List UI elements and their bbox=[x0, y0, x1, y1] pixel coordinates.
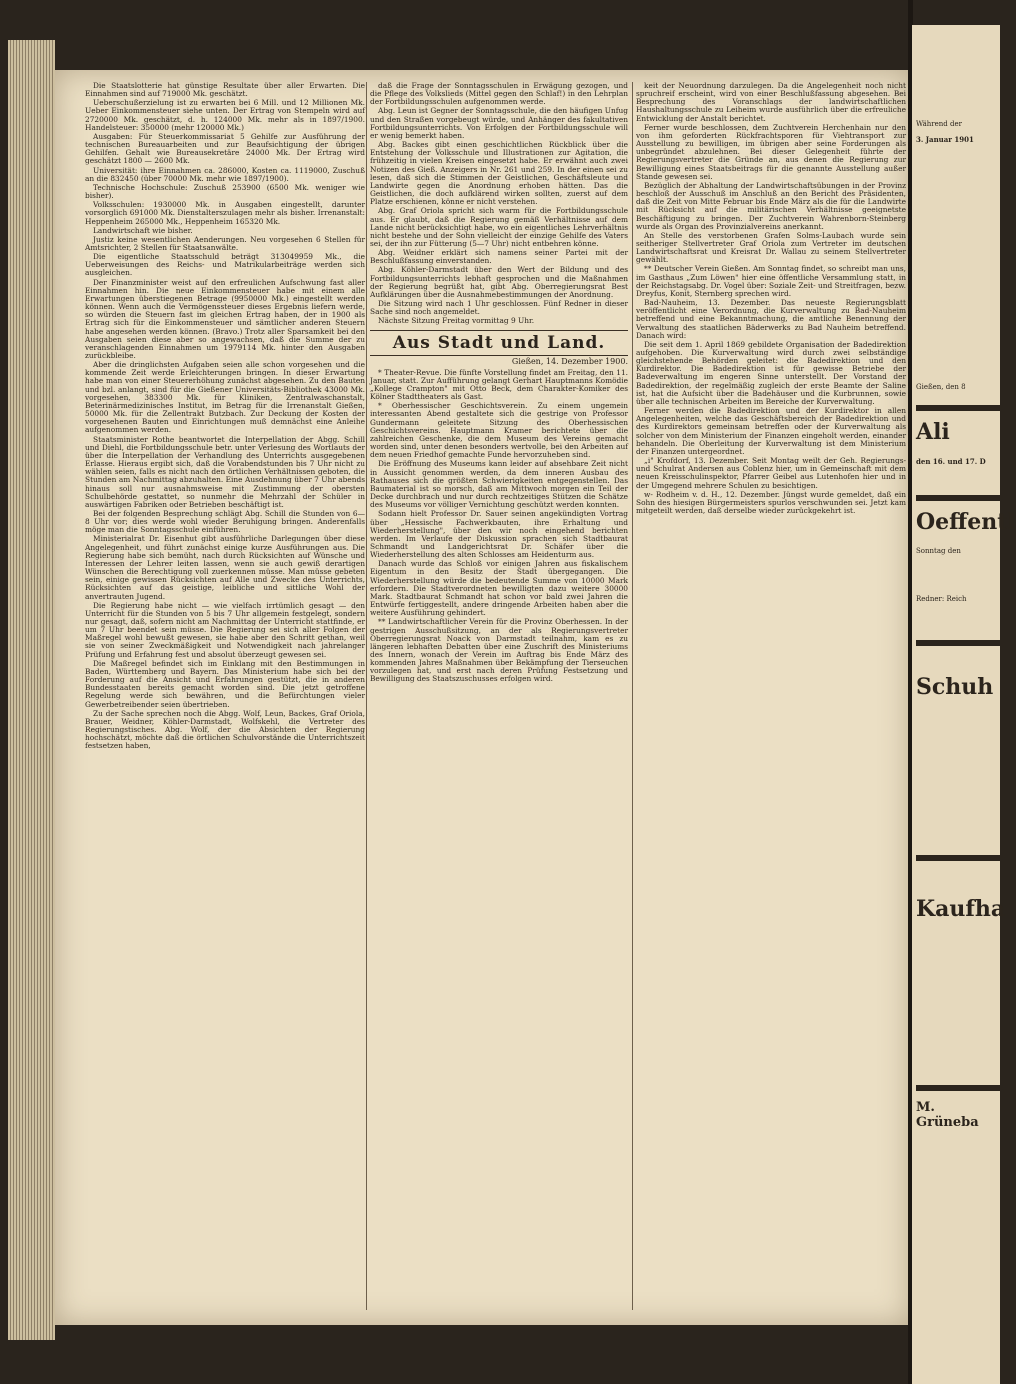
paragraph: Technische Hochschule: Zuschuß 253900 (6500 Mk. weniger wie bisher). bbox=[85, 182, 365, 201]
fragment-heading: Kaufha bbox=[916, 896, 1006, 922]
column-2 bbox=[370, 82, 628, 1310]
page-stack-edge bbox=[8, 40, 55, 1340]
paragraph: Abg. Graf Oriola spricht sich warm für die Fortbildungsschule aus. Er glaubt, daß die Regierung gemäß Verhältnisse auf dem Lande nicht berücksichtigt habe, wo ein eigentliches Lehrverhältnis nicht bestehe und der Sohn vielleicht der einzige Gehilfe des Vaters sei, der ihn zur Fütterung (5—7 Uhr) nicht entbehren könne. bbox=[370, 206, 628, 248]
paragraph: Zu der Sache sprechen noch die Abgg. Wolf, Leun, Backes, Graf Oriola, Brauer, Weidner, Köhler-Darmstadt, Wolfskehl, die Vertreter des Regierungstisches. Abg. Wolf, der die Absichten der Regierung hochschätzt, möchte daß die örtlichen Schulvorstände die Unterrichtszeit festsetzen haben, bbox=[85, 708, 365, 751]
paragraph: Die Regierung habe nicht — wie vielfach irrtümlich gesagt — den Unterricht für die Stunden von 5 bis 7 Uhr allgemein festgelegt, sondern nur gesagt, daß, sofern nicht am Nachmittag der Unterricht stattfinde, er um 7 Uhr beendet sein müsse. Die Regierung sei sich aller Folgen der Maßregel wohl bewußt gewesen, sie habe aber den Schritt gethan, weil sie von seiner Zweckmäßigkeit und Notwendigkeit nach jahrelanger Prüfung und Erfahrung fest und absolut überzeugt gewesen sei. bbox=[85, 600, 365, 659]
fragment-text: den 16. und 17. D bbox=[916, 457, 986, 466]
fragment-text: 3. Januar 1901 bbox=[916, 135, 974, 144]
paragraph: Die Maßregel befindet sich im Einklang mit den Bestimmungen in Baden, Württemberg und Bayern. Das Ministerium habe sich bei der Forderung auf die Ansicht und Erfahrungen gestützt, die in anderen Bundesstaaten bereits gemacht worden sind. Die jetzt getroffene Regelung werde sich bewähren, und die Befürchtungen vieler Gewerbetreibender seien übertrieben. bbox=[85, 658, 365, 709]
paragraph: Bezüglich der Abhaltung der Landwirtschaftsübungen in der Provinz beschloß der Ausschuß im Anschluß an den Bericht des Präsidenten, daß die Zeit von Mitte Februar bis Ende März als die für die Landwirte mit Rücksicht auf die militärischen Verhältnisse geeignetste Beschäftigung zu bringen. Der Zuchtverein Wahrenborn-Steinberg wurde als Organ des Provinzialvereins anerkannt. bbox=[636, 180, 906, 231]
divider bbox=[916, 405, 1000, 411]
paragraph: Abg. Backes gibt einen geschichtlichen Rückblick über die Entstehung der Volksschule und Illustrationen zur Agitation, die frühzeitig in vielen Kreisen eingesetzt habe. Er erwähnt auch zwei Notizen des Gieß. Anzeigers in Nr. 261 und 259. In der einen sei zu lesen, daß sich die Stimmen der Geistlichen, Geschäftsleute und Landwirte gegen die Anordnung erhoben hätten. Das die Geistlichen, die doch aufklärend wirken sollten, zuerst auf dem Platze erschienen, könne er nicht verstehen. bbox=[370, 140, 628, 207]
divider bbox=[916, 495, 1000, 501]
paragraph: Landwirtschaft wie bisher. bbox=[93, 225, 193, 235]
paragraph: Nächste Sitzung Freitag vormittag 9 Uhr. bbox=[378, 316, 535, 326]
paragraph: Abg. Köhler-Darmstadt über den Wert der Bildung und des Fortbildungsunterrichts lebhaft gesprochen und die Maßnahmen der Regierung begrüßt hat, gibt Abg. Oberregierungsrat Best Aufklärungen über die Ausnahmebestimmungen der Anordnung. bbox=[370, 265, 628, 299]
paragraph: Danach wurde das Schloß vor einigen Jahren aus fiskalischem Eigentum in den Besitz der Stadt übergegangen. Die Wiederherstellung würde die bedeutende Summe von 10000 Mark erfordern. Die Stadtverordneten bewilligten dazu weitere 30000 Mark. Stadtbaurat Schmandt hat schon vor bald zwei Jahren die Entwürfe fertiggestellt, andere dringende Arbeiten haben aber die weitere Ausführung gehindert. bbox=[370, 559, 628, 618]
fragment-heading: Schuh bbox=[916, 674, 994, 700]
paragraph: daß die Frage der Sonntagsschulen in Erwägung gezogen, und die Pflege des Volkslieds (Mittel gegen den Schlaf!) in den Lehrplan der Fortbildungsschulen aufgenommen werde. bbox=[370, 81, 628, 107]
dateline: Gießen, 14. Dezember 1900. bbox=[511, 356, 628, 366]
paragraph: Aber die dringlichsten Aufgaben seien alle schon vorgesehen und die kommende Zeit werde Erleichterungen bringen. In dieser Erwartung habe man von einer Steuererhöhung zunächst abgesehen. Zu den Bauten und bzl. anlangt, sind für die Gießener Universitäts-Bibliothek 43000 Mk. vorgesehen, 383300 Mk. für Kliniken, Zentralwaschanstalt, Beterinärmedizinisches Institut, im Betrag für die Irrenanstalt Gießen, 50000 Mk. für die Zellentrakt Butzbach. Zur Deckung der Kosten der vorgesehenen Bauten und Einrichtungen muß demnächst eine Anleihe aufgenommen werden. bbox=[85, 360, 365, 435]
divider bbox=[916, 640, 1000, 646]
fragment-heading: M. Grüneba bbox=[916, 1100, 979, 1130]
paragraph: * Theater-Revue. Die fünfte Vorstellung findet am Freitag, den 11. Januar, statt. Zur Aufführung gelangt Gerhart Hauptmanns Komödie „Kollege Crampton" mit Otto Beck, dem Charakter-Komiker des Kölner Stadttheaters als Gast. bbox=[370, 367, 628, 402]
paragraph: keit der Neuordnung darzulegen. Da die Angelegenheit noch nicht spruchreif erscheint, wird von einer Beschlußfassung abgesehen. Bei Besprechung des Voranschlags der landwirtschaftlichen Haushaltungsschule zu Leiheim wurde ausführlich über die erfreuliche Entwicklung der Anstalt berichtet. bbox=[636, 81, 906, 123]
paragraph: Der Finanzminister weist auf den erfreulichen Aufschwung fast aller Einnahmen hin. Die neue Einkommensteuer habe mit einem alle Erwartungen überstiegenen Betrage (9950000 Mk.) eingestellt werden können. Wenn auch die Vermögenssteuer dieses Ergebnis liefern werde, so würden die Steuern fast im gleichen Ertrag haben, der in 1900 als Ertrag sich für die Einkommensteuer und sämtlicher anderen Steuern habe angesehen werden können. (Bravo.) Trotz aller Sparsamkeit bei den Ausgaben seien diese aber so angewachsen, daß die Summe der zu veranschlagenden Einnahmen um 1979114 Mk. hinter den Ausgaben zurückbleibe. bbox=[85, 277, 365, 360]
divider bbox=[916, 855, 1000, 861]
paragraph: Abg. Weidner erklärt sich namens seiner Partei mit der Beschlußfassung einverstanden. bbox=[370, 248, 628, 266]
paragraph: Sodann hielt Professor Dr. Sauer seinen angekündigten Vortrag über „Hessische Fachwerkbauten, ihre Erhaltung und Wiederherstellung", über den wir noch eingehend berichten werden. Im Verlaufe der Diskussion sprachen sich Stadtbaurat Schmandt und Landgerichtsrat Dr. Schäfer über die Wiederherstellung des alten Schlosses am Heidenturm aus. bbox=[370, 509, 628, 560]
paragraph: Volksschulen: 1930000 Mk. in Ausgaben eingestellt, darunter vorsorglich 691000 Mk. Dienstalterszulagen mehr als bisher. Irrenanstalt: Heppenheim 265000 Mk., Heppenheim 165320 Mk. bbox=[85, 200, 365, 226]
paragraph: Die Staatslotterie hat günstige Resultate über aller Erwarten. Die Einnahmen sind auf 719000 Mk. geschätzt. bbox=[85, 81, 365, 99]
divider bbox=[916, 1085, 1000, 1091]
column-3 bbox=[636, 82, 906, 1310]
paragraph: ** Landwirtschaftlicher Verein für die Provinz Oberhessen. In der gestrigen Ausschußsitzung, an der als Regierungsvertreter Oberregierungsrat Noack von Darmstadt teilnahm, kam es zu längeren lebhaften Debatten über eine Zuschrift des Ministeriums des Innern, wonach der Verein im Auftrag bis Ende März des kommenden Jahres Maßnahmen über Bekämpfung der Tierseuchen vorzulegen hat, und erst nach deren Prüfung Festsetzung und Bewilligung des Staatszuschusses erfolgen wird. bbox=[370, 617, 628, 684]
paragraph: Ministerialrat Dr. Eisenhut gibt ausführliche Darlegungen über diese Angelegenheit, und führt zunächst einige kurze Ausführungen aus. Die Regierung habe sich bemüht, nach durch Rücksichten auf Wünsche und Interessen der Lehrer leiten lassen, wenn sie auch gewiß derartigen Wünschen die Berechtigung voll zuerkennen müsse. Man müsse gebeten sein, einige gewissen Rücksichten auf Alle und Zwecke des Unterrichts, Rücksichten auf das geistige, leibliche und sittliche Wohl der anvertrauten Jugend. bbox=[85, 534, 365, 601]
paragraph: Justiz keine wesentlichen Aenderungen. Neu vorgesehen 6 Stellen für Amtsrichter, 2 Stellen für Staatsanwälte. bbox=[85, 234, 365, 252]
fragment-heading: Ali bbox=[916, 419, 950, 445]
paragraph: Die Sitzung wird nach 1 Uhr geschlossen. Fünf Redner in dieser Sache sind noch angemeldet. bbox=[370, 299, 628, 317]
fragment-heading: Oeffentl bbox=[916, 509, 1016, 535]
section-heading: Aus Stadt und Land. bbox=[370, 330, 628, 356]
paragraph: Ausgaben: Für Steuerkommissariat 5 Gehilfe zur Ausführung der technischen Bureauarbeiten und zur Beaufsichtigung der übrigen Gehilfen. Gehalt wie Bureausekretäre 24000 Mk. Der Ertrag wird geschätzt 1800 — 2600 Mk. bbox=[85, 131, 365, 166]
paragraph: Universität: ihre Einnahmen ca. 286000, Kosten ca. 1119000, Zuschuß an die 832450 (über 70000 Mk. mehr wie 1897/1900). bbox=[85, 165, 365, 183]
paragraph: Die seit dem 1. April 1869 gebildete Organisation der Badedirektion aufgehoben. Die Kurverwaltung wird durch zwei selbständige gleichstehende Behörden geleitet: die Badedirektion und den Kurdirektor. Die Badedirektion ist für gewisse Betriebe der Badeverwaltung im engeren Sinne unterstellt. Der Vorstand der Badedirektion, der regelmäßig zugleich der erste Beamte der Saline ist, hat die Aufsicht über die Badehäuser und die Kurbrunnen, sowie über alle technischen Arbeiten im Bereiche der Kurverwaltung. bbox=[636, 339, 906, 406]
fragment-text: Redner: Reich bbox=[916, 595, 967, 603]
paragraph: Staatsminister Rothe beantwortet die Interpellation der Abgg. Schill und Diehl, die Fortbildungsschule betr. unter Verlesung des Wortlauts der über die Interpellation der Verhandlung des Unterrichts ausgegebenen Erlasse. Hieraus ergibt sich, daß die Vorabendstunden bis 7 Uhr nicht zu wählen seien, falls es nicht nach den örtlichen Verhältnissen geboten, die Stunden am Nachmittag abzuhalten. Eine Ausdehnung über 7 Uhr abends hinaus soll nur ausnahmsweise mit Zustimmung der obersten Schulbehörde gestattet, so nunmehr die Mehrzahl der Schüler in auswärtigen Fabriken oder Betrieben beschäftigt ist. bbox=[85, 434, 365, 509]
paragraph: Bad-Nauheim, 13. Dezember. Das neueste Regierungsblatt veröffentlicht eine Verordnung, die Kurverwaltung zu Bad-Nauheim betreffend und eine Bekanntmachung, die amtliche Benennung der Verwaltung des staatlichen Bäderwerks zu Bad Nauheim betreffend. Danach wird: bbox=[636, 298, 906, 340]
fragment-text: Während der bbox=[916, 120, 962, 128]
paragraph: * Oberhessischer Geschichtsverein. Zu einem ungemein interessanten Abend gestaltete sich die gestrige von Professor Gundermann geleitete Sitzung des Oberhessischen Geschichtsvereins. Hauptmann Kramer berichtete über die zahlreichen Geschenke, die dem Museum des Vereins gemacht worden sind, unter denen besonders wertvolle, bei den Arbeiten auf dem neuen Friedhof gemachte Funde hervorzuheben sind. bbox=[370, 401, 628, 460]
paragraph: Ferner werden die Badedirektion und der Kurdirektor in allen Angelegenheiten, welche das Geschäftsbereich der Badedirektion und des Kurdirektors gemeinsam betreffen oder der Kurverwaltung als solcher von dem Ministerium der Finanzen eingeholt werden, einander behandeln. Die Oberleitung der Kurverwaltung ist dem Ministerium der Finanzen untergeordnet. bbox=[636, 406, 906, 456]
column-rule bbox=[366, 82, 367, 1310]
paragraph: Ferner wurde beschlossen, dem Zuchtverein Herchenhain nur den von ihm geforderten Rückfrachtsporen für Viehtransport zur Ausstellung zu bewilligen, im übrigen aber seine Forderungen als unbegründet abzulehnen. Bei dieser Gelegenheit führte der Regierungsvertreter die Gründe an, aus denen die Regierung zur Bewilligung eines Staatsbeitrags für die genannte Ausstellung außer Stande gewesen sei. bbox=[636, 122, 906, 181]
paragraph: „i" Krofdorf, 13. Dezember. Seit Montag weilt der Geh. Regierungs- und Schulrat Andersen aus Coblenz hier, um in Gemeinschaft mit dem neuen Kreisschulinspektor, Pfarrer Geibel aus Lutenhofen hier und in der Umgegend mehrere Schulen zu besichtigen. bbox=[636, 456, 906, 490]
paragraph: Die eigentliche Staatsschuld beträgt 313049959 Mk., die Ueberweisungen des Reichs- und Matrikularbeiträge werden sich ausgleichen. bbox=[85, 252, 365, 278]
paragraph: ** Deutscher Verein Gießen. Am Sonntag findet, so schreibt man uns, im Gasthaus „Zum Löwen" hier eine öffentliche Versammlung statt, in der Reichstagsabg. Dr. Vogel über: Soziale Zeit- und Streitfragen, bezw. Dreyfus, Konit, Sternberg sprechen wird. bbox=[636, 264, 906, 298]
column-rule bbox=[632, 82, 633, 1310]
paragraph: An Stelle des verstorbenen Grafen Solms-Laubach wurde sein seitheriger Stellvertreter Graf Oriola zum Vertreter im deutschen Landwirtschaftsrat und Kreisrat Dr. Wallau zu seinem Stellvertreter gewählt. bbox=[636, 230, 906, 265]
adjacent-page-fragment bbox=[912, 25, 1016, 1384]
paragraph: Abg. Leun ist Gegner der Sonntagsschule, die den häufigen Unfug und den Straßen vorgebeugt würde, und Anhänger des fakultativen Fortbildungsunterrichts. Von Erfolgen der Fortbildungsschule will er wenig bemerkt haben. bbox=[370, 106, 628, 140]
paragraph: Bei der folgenden Besprechung schlägt Abg. Schill die Stunden von 6—8 Uhr vor; dies werde wohl wieder Beruhigung bringen. Anderenfalls möge man die Sonntagsschule einführen. bbox=[85, 508, 365, 535]
paragraph: w- Rodheim v. d. H., 12. Dezember. Jüngst wurde gemeldet, daß ein Sohn des hiesigen Bürgermeisters spurlos verschwunden sei. Jetzt kam mitgeteilt werden, daß derselbe wieder zurückgekehrt ist. bbox=[636, 489, 906, 515]
fragment-text: Gießen, den 8 bbox=[916, 383, 966, 391]
column-1 bbox=[85, 82, 365, 1310]
fragment-text: Sonntag den bbox=[916, 547, 961, 555]
paragraph: Ueberschußerzielung ist zu erwarten bei 6 Mill. und 12 Millionen Mk. Ueber Einkommensteuer siehe unten. Der Ertrag von Stempeln wird auf 2720000 Mk. geschätzt, d. h. 124000 Mk. mehr als in 1897/1900. Handelsteuer: 350000 (mehr 120000 Mk.) bbox=[85, 98, 365, 132]
paragraph: Die Eröffnung des Museums kann leider auf absehbare Zeit nicht in Aussicht genommen werden, da dem inneren Ausbau des Rathauses sich die größten Schwierigkeiten entgegenstellen. Das Baumaterial ist so morsch, daß am Mittwoch morgen ein Teil der Decke durchbrach und nur durch rechtzeitiges Stützen die Schätze des Museums vor völliger Vernichtung geschützt werden konnten. bbox=[370, 459, 628, 510]
